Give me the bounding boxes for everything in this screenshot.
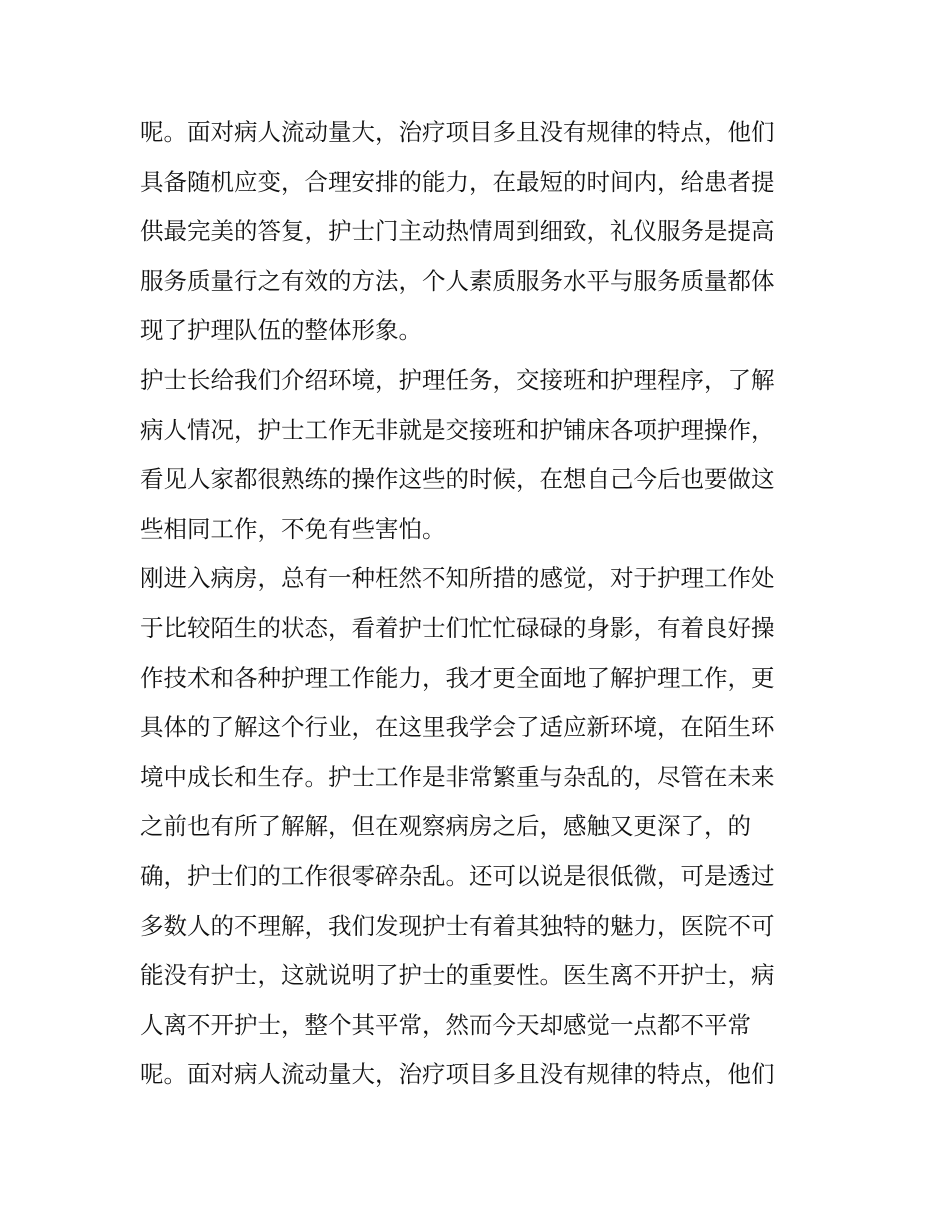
text-line: 于比较陌生的状态，看着护士们忙忙碌碌的身影，有着良好操 xyxy=(140,613,775,642)
text-line: 服务质量行之有效的方法，个人素质服务水平与服务质量都体 xyxy=(140,266,775,295)
text-line: 呢。面对病人流动量大，治疗项目多且没有规律的特点，他们 xyxy=(140,118,775,146)
text-line: 呢。面对病人流动量大，治疗项目多且没有规律的特点，他们 xyxy=(140,1060,775,1089)
text-line: 之前也有所了解解，但在观察病房之后，感触又更深了，的 xyxy=(140,812,751,841)
text-line: 境中成长和生存。护士工作是非常繁重与杂乱的，尽管在未来 xyxy=(140,762,775,791)
text-line: 现了护理队伍的整体形象。 xyxy=(140,316,422,345)
text-line: 病人情况，护士工作无非就是交接班和护铺床各项护理操作， xyxy=(140,415,775,444)
text-line: 供最完美的答复，护士门主动热情周到细致，礼仪服务是提高 xyxy=(140,217,775,246)
text-line: 看见人家都很熟练的操作这些的时候，在想自己今后也要做这 xyxy=(140,465,775,494)
text-line: 人离不开护士，整个其平常，然而今天却感觉一点都不平常 xyxy=(140,1010,751,1039)
text-line: 刚进入病房，总有一种枉然不知所措的感觉，对于护理工作处 xyxy=(140,564,775,593)
text-line: 多数人的不理解，我们发现护士有着其独特的魅力，医院不可 xyxy=(140,911,775,940)
text-line: 确，护士们的工作很零碎杂乱。还可以说是很低微，可是透过 xyxy=(140,861,775,890)
text-line: 护士长给我们介绍环境，护理任务，交接班和护理程序，了解 xyxy=(140,365,775,394)
body-text xyxy=(140,108,820,1100)
text-line: 些相同工作，不免有些害怕。 xyxy=(140,514,446,543)
text-line: 具体的了解这个行业，在这里我学会了适应新环境，在陌生环 xyxy=(140,713,775,742)
text-line: 能没有护士，这就说明了护士的重要性。医生离不开护士，病 xyxy=(140,961,775,990)
text-line: 作技术和各种护理工作能力，我才更全面地了解护理工作，更 xyxy=(140,663,775,692)
text-line: 具备随机应变，合理安排的能力，在最短的时间内，给患者提 xyxy=(140,167,775,196)
